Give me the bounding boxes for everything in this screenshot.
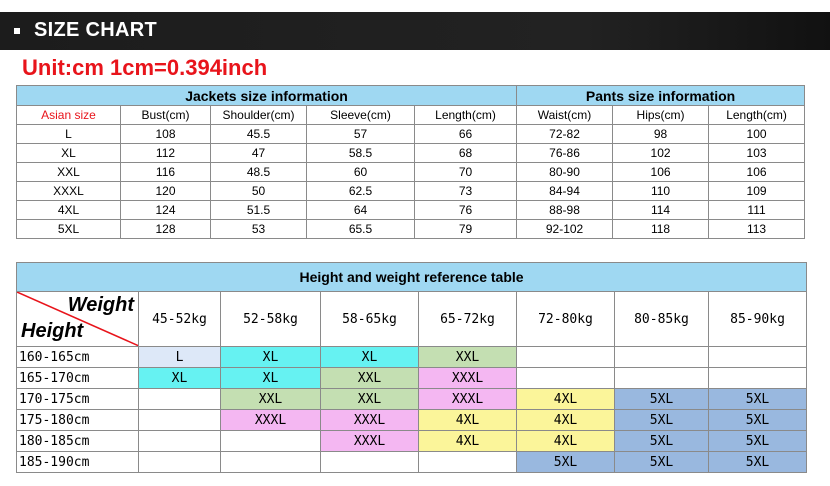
jackets-cell: 124 [121, 201, 211, 220]
header-bar [0, 12, 830, 50]
table-row [17, 144, 805, 163]
size-recommendation-cell [321, 452, 419, 473]
table-row [17, 431, 807, 452]
size-recommendation-cell: XXXL [321, 431, 419, 452]
pants-cell: 111 [709, 201, 805, 220]
page-title: SIZE CHART [34, 19, 157, 41]
pants-cell: 118 [613, 220, 709, 239]
hw-weight-row [17, 292, 807, 347]
jackets-cell: XXL [17, 163, 121, 182]
size-recommendation-cell [709, 347, 807, 368]
weight-axis-label: Weight [67, 294, 134, 316]
height-range-label: 160-165cm [17, 347, 139, 368]
size-recommendation-cell: XXL [221, 389, 321, 410]
jackets-cell: 128 [121, 220, 211, 239]
size-recommendation-cell [139, 410, 221, 431]
jackets-cell: 120 [121, 182, 211, 201]
jackets-cell: 5XL [17, 220, 121, 239]
jackets-cell: 108 [121, 125, 211, 144]
size-recommendation-cell: 5XL [615, 452, 709, 473]
size-recommendation-cell: XL [221, 368, 321, 389]
unit-note: Unit:cm 1cm=0.394inch [22, 55, 268, 80]
table-row [17, 201, 805, 220]
weight-range-header: 65-72kg [419, 292, 517, 347]
jackets-cell: 51.5 [211, 201, 307, 220]
size-recommendation-cell [221, 431, 321, 452]
weight-range-header: 45-52kg [139, 292, 221, 347]
pants-cell: 98 [613, 125, 709, 144]
size-recommendation-cell [221, 452, 321, 473]
size-recommendation-cell: XXXL [419, 368, 517, 389]
jackets-column-header: Shoulder(cm) [211, 106, 307, 125]
pants-cell: 110 [613, 182, 709, 201]
table-row [17, 347, 807, 368]
bullet-icon [14, 28, 20, 34]
size-recommendation-cell: 5XL [709, 431, 807, 452]
jackets-cell: 50 [211, 182, 307, 201]
size-recommendation-cell [517, 347, 615, 368]
jackets-cell: 73 [415, 182, 517, 201]
jackets-cell: 64 [307, 201, 415, 220]
table-row [17, 182, 805, 201]
pants-cell: 100 [709, 125, 805, 144]
size-recommendation-cell [419, 452, 517, 473]
table-row [17, 389, 807, 410]
pants-cell: 106 [709, 163, 805, 182]
size-recommendation-cell [139, 452, 221, 473]
size-recommendation-cell: 5XL [709, 389, 807, 410]
size-recommendation-cell [139, 389, 221, 410]
size-recommendation-cell: XXXL [221, 410, 321, 431]
jackets-cell: 47 [211, 144, 307, 163]
size-recommendation-cell: 5XL [709, 452, 807, 473]
size-recommendation-cell: 4XL [517, 410, 615, 431]
pants-cell: 102 [613, 144, 709, 163]
size-recommendation-cell: XXL [321, 368, 419, 389]
size-table [16, 85, 805, 239]
size-recommendation-cell: XXL [419, 347, 517, 368]
jackets-cell: L [17, 125, 121, 144]
jackets-cell: 116 [121, 163, 211, 182]
height-weight-table [16, 262, 807, 473]
size-recommendation-cell: XL [139, 368, 221, 389]
weight-range-header: 85-90kg [709, 292, 807, 347]
size-recommendation-cell: 4XL [419, 431, 517, 452]
pants-cell: 106 [613, 163, 709, 182]
jackets-cell: 79 [415, 220, 517, 239]
jackets-cell: 66 [415, 125, 517, 144]
jackets-cell: 76 [415, 201, 517, 220]
pants-column-header: Waist(cm) [517, 106, 613, 125]
size-recommendation-cell: XXXL [321, 410, 419, 431]
size-recommendation-cell [517, 368, 615, 389]
height-range-label: 185-190cm [17, 452, 139, 473]
size-recommendation-cell [615, 347, 709, 368]
table-row [17, 163, 805, 182]
pants-column-header: Hips(cm) [613, 106, 709, 125]
height-axis-label: Height [21, 320, 84, 342]
pants-cell: 72-82 [517, 125, 613, 144]
jackets-title: Jackets size information [17, 86, 517, 106]
jackets-cell: 60 [307, 163, 415, 182]
weight-range-header: 52-58kg [221, 292, 321, 347]
pants-cell: 80-90 [517, 163, 613, 182]
size-recommendation-cell: 5XL [517, 452, 615, 473]
jackets-column-header: Asian size [17, 106, 121, 125]
table-row [17, 125, 805, 144]
jackets-cell: 48.5 [211, 163, 307, 182]
pants-cell: 103 [709, 144, 805, 163]
size-recommendation-cell: 5XL [615, 431, 709, 452]
pants-cell: 113 [709, 220, 805, 239]
pants-title: Pants size information [517, 86, 805, 106]
size-table-header-row [17, 106, 805, 125]
height-range-label: 180-185cm [17, 431, 139, 452]
jackets-column-header: Length(cm) [415, 106, 517, 125]
hw-title-row [17, 263, 807, 292]
size-recommendation-cell: 5XL [709, 410, 807, 431]
pants-cell: 88-98 [517, 201, 613, 220]
weight-height-corner [17, 292, 139, 347]
pants-cell: 114 [613, 201, 709, 220]
table-row [17, 220, 805, 239]
jackets-column-header: Bust(cm) [121, 106, 211, 125]
jackets-cell: 62.5 [307, 182, 415, 201]
jackets-cell: 4XL [17, 201, 121, 220]
table-row [17, 410, 807, 431]
size-table-title-row [17, 86, 805, 106]
size-recommendation-cell [139, 431, 221, 452]
size-recommendation-cell [709, 368, 807, 389]
table-row [17, 452, 807, 473]
hw-table-title: Height and weight reference table [17, 263, 807, 292]
weight-range-header: 72-80kg [517, 292, 615, 347]
height-range-label: 175-180cm [17, 410, 139, 431]
jackets-cell: 57 [307, 125, 415, 144]
jackets-cell: 70 [415, 163, 517, 182]
size-recommendation-cell: XXXL [419, 389, 517, 410]
pants-cell: 76-86 [517, 144, 613, 163]
jackets-cell: 68 [415, 144, 517, 163]
jackets-cell: XL [17, 144, 121, 163]
pants-column-header: Length(cm) [709, 106, 805, 125]
size-recommendation-cell: 4XL [419, 410, 517, 431]
jackets-cell: 58.5 [307, 144, 415, 163]
jackets-cell: 53 [211, 220, 307, 239]
pants-cell: 84-94 [517, 182, 613, 201]
weight-range-header: 80-85kg [615, 292, 709, 347]
size-recommendation-cell: XL [321, 347, 419, 368]
size-recommendation-cell: L [139, 347, 221, 368]
height-range-label: 165-170cm [17, 368, 139, 389]
size-recommendation-cell: XXL [321, 389, 419, 410]
jackets-cell: 45.5 [211, 125, 307, 144]
jackets-column-header: Sleeve(cm) [307, 106, 415, 125]
table-row [17, 368, 807, 389]
size-recommendation-cell: XL [221, 347, 321, 368]
height-range-label: 170-175cm [17, 389, 139, 410]
pants-cell: 92-102 [517, 220, 613, 239]
jackets-cell: 65.5 [307, 220, 415, 239]
jackets-cell: 112 [121, 144, 211, 163]
size-recommendation-cell: 5XL [615, 389, 709, 410]
size-recommendation-cell: 5XL [615, 410, 709, 431]
size-recommendation-cell [615, 368, 709, 389]
weight-range-header: 58-65kg [321, 292, 419, 347]
pants-cell: 109 [709, 182, 805, 201]
jackets-cell: XXXL [17, 182, 121, 201]
size-recommendation-cell: 4XL [517, 431, 615, 452]
size-recommendation-cell: 4XL [517, 389, 615, 410]
